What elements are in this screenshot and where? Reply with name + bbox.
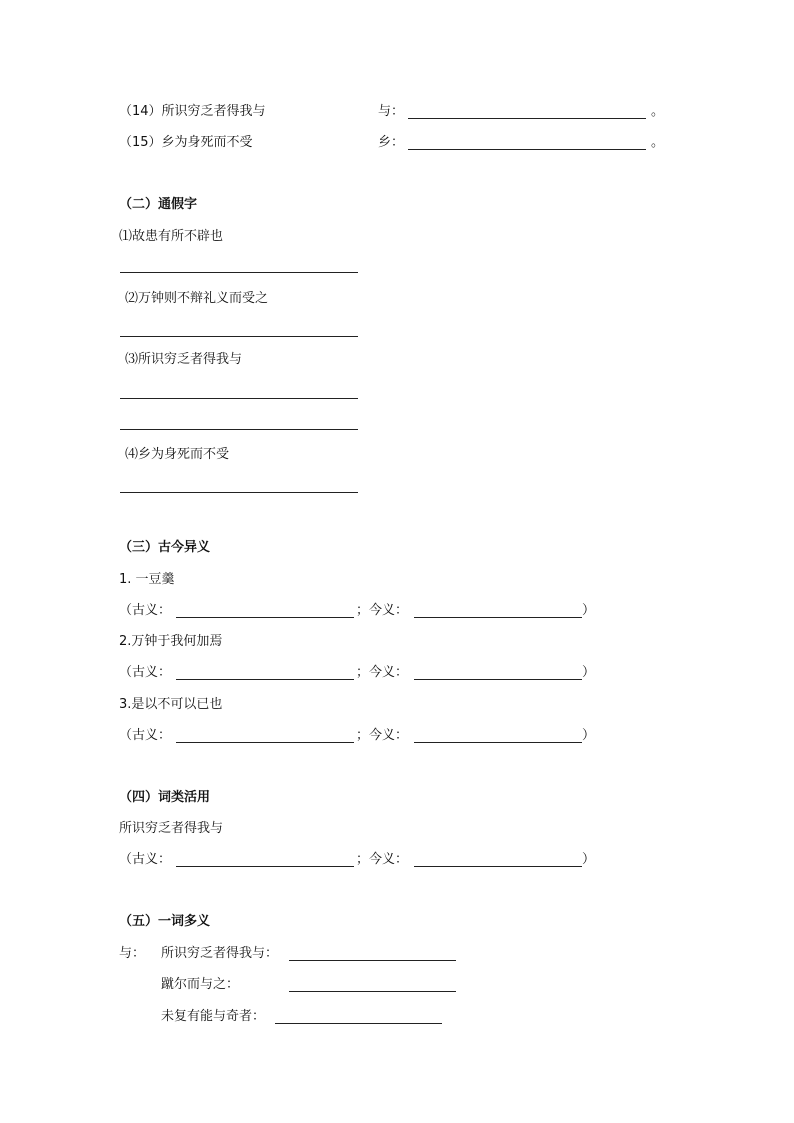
section3-item-1-modern-line[interactable] [414, 617, 582, 618]
section3-item-3: 3.是以不可以已也 [119, 697, 223, 712]
section3-item-3-ancient-line[interactable] [176, 742, 354, 743]
meaning-open: （古义： [119, 603, 172, 618]
meaning-mid: ；今义： [356, 852, 409, 867]
meaning-mid: ；今义： [356, 728, 409, 743]
section3-item-2-modern-line[interactable] [414, 679, 582, 680]
item-14-end: 。 [651, 104, 665, 119]
meaning-close: ） [582, 603, 596, 618]
meaning-mid: ；今义： [356, 603, 409, 618]
meaning-close: ） [582, 728, 596, 743]
section3-item-1: 1. 一豆羹 [119, 572, 175, 587]
section2-item-2: ⑵万钟则不辩礼义而受之 [125, 291, 269, 306]
meaning-close: ） [582, 665, 596, 680]
section2-item-2-line[interactable] [120, 336, 358, 337]
section2-item-3-line-1[interactable] [120, 398, 358, 399]
section2-heading: （二）通假字 [119, 197, 198, 212]
section4-heading: （四）词类活用 [119, 790, 211, 805]
section3-item-1-ancient-line[interactable] [176, 617, 354, 618]
section2-item-1-line[interactable] [120, 272, 358, 273]
section2-item-4-line[interactable] [120, 492, 358, 493]
item-14-prompt: 与： [378, 104, 405, 119]
section5-item-1-line[interactable] [289, 960, 456, 961]
section5-item-3-line[interactable] [275, 1023, 442, 1024]
section3-item-2: 2.万钟于我何加焉 [119, 634, 223, 649]
item-15-prompt: 乡： [378, 135, 405, 150]
section5-item-2-line[interactable] [289, 991, 456, 992]
item-15-end: 。 [651, 135, 665, 150]
meaning-open: （古义： [119, 852, 172, 867]
meaning-close: ） [582, 852, 596, 867]
section2-item-3: ⑶所识穷乏者得我与 [125, 352, 243, 367]
section3-heading: （三）古今异义 [119, 540, 211, 555]
section2-item-3-line-2[interactable] [120, 429, 358, 430]
meaning-open: （古义： [119, 728, 172, 743]
item-15-label: （15）乡为身死而不受 [119, 135, 253, 150]
section4-item: 所识穷乏者得我与 [119, 821, 224, 836]
section5-item-2: 蹴尔而与之： [161, 977, 240, 992]
section2-item-4: ⑷乡为身死而不受 [125, 447, 230, 462]
item-15-answer-line[interactable] [408, 149, 646, 150]
section2-item-1: ⑴故患有所不辟也 [119, 229, 224, 244]
item-14-answer-line[interactable] [408, 118, 646, 119]
section3-item-3-modern-line[interactable] [414, 742, 582, 743]
section5-heading: （五）一词多义 [119, 914, 211, 929]
meaning-open: （古义： [119, 665, 172, 680]
section4-ancient-line[interactable] [176, 866, 354, 867]
section3-item-2-ancient-line[interactable] [176, 679, 354, 680]
section4-modern-line[interactable] [414, 866, 582, 867]
section5-item-1: 所识穷乏者得我与： [161, 946, 279, 961]
section5-item-3: 未复有能与奇者： [161, 1009, 266, 1024]
section5-word: 与： [119, 946, 146, 961]
item-14-label: （14）所识穷乏者得我与 [119, 104, 266, 119]
meaning-mid: ；今义： [356, 665, 409, 680]
